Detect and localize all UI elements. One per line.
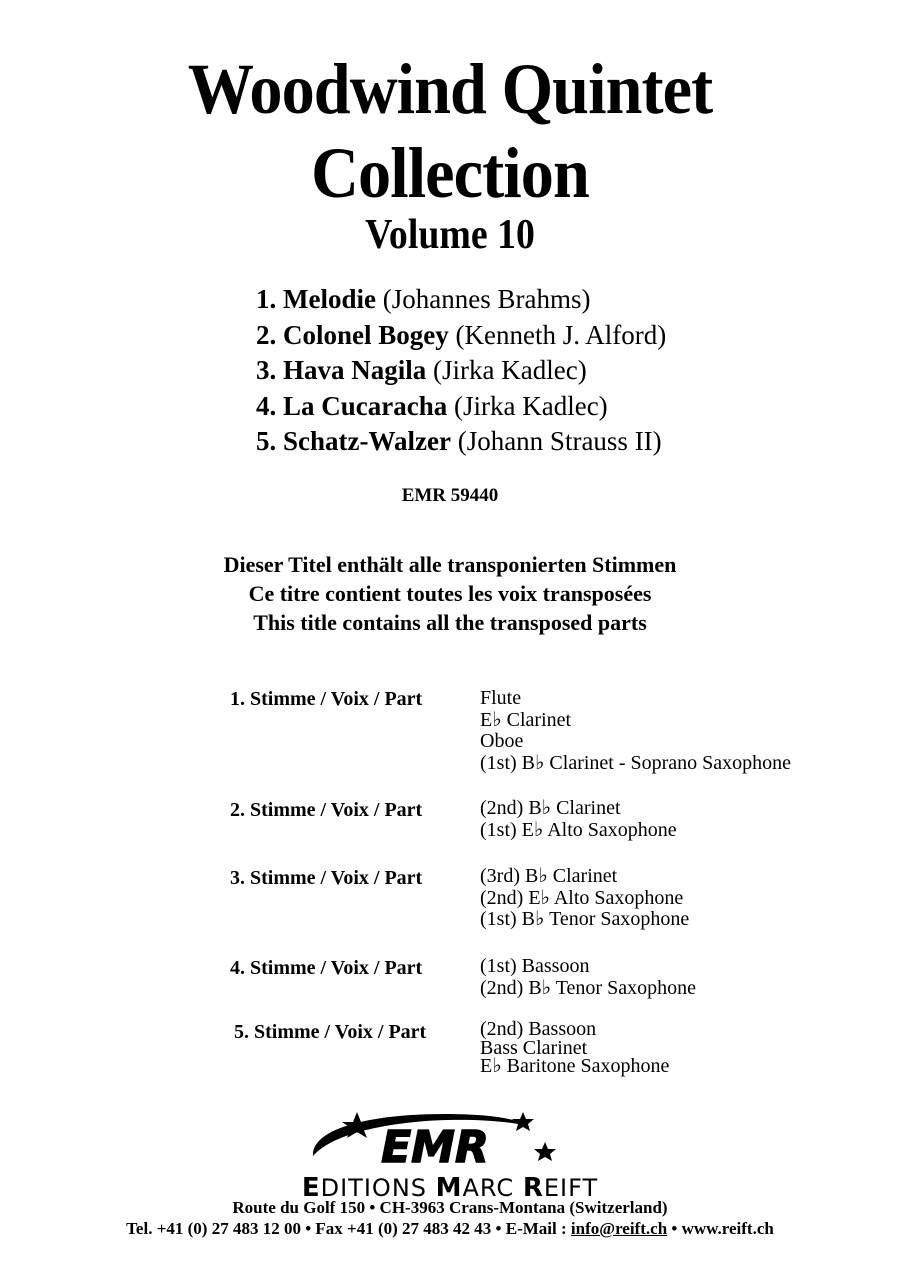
catalog-code: EMR 59440 [401, 485, 499, 506]
piece-title: 5. Schatz-Walzer [256, 426, 451, 456]
website-text: • www.reift.ch [667, 1219, 774, 1238]
piece-title: 3. Hava Nagila [256, 355, 427, 385]
publisher-word-1: DITIONS [320, 1174, 436, 1202]
star-icon [512, 1112, 534, 1131]
note-german: Dieser Titel enthält alle transponierten Stimmen [223, 552, 677, 577]
part-3-label: 3. Stimme / Voix / Part [230, 867, 423, 889]
title-line-2: Collection [311, 133, 589, 213]
publisher-initial-e: E [301, 1173, 321, 1203]
piece-title: 4. La Cucaracha [256, 390, 448, 421]
piece-item [256, 389, 896, 425]
publisher-word-3: EIFT [543, 1174, 599, 1202]
contact-phone-fax: Tel. +41 (0) 27 483 12 00 • Fax +41 (0) 27 483 42 43 • E-Mail : [126, 1219, 571, 1238]
instrument: E♭ Clarinet [480, 708, 572, 731]
note-english: This title contains all the transposed parts [253, 610, 647, 635]
instrument: (1st) B♭ Clarinet - Soprano Saxophone [480, 751, 792, 774]
part-2-instruments [480, 798, 880, 841]
volume-label: Volume 10 [365, 212, 535, 258]
publisher-contact [0, 1218, 900, 1240]
piece-item [256, 353, 896, 389]
piece-item [256, 424, 896, 460]
instrument: (2nd) B♭ Clarinet [480, 797, 621, 819]
email-link[interactable]: info@reift.ch [570, 1219, 668, 1238]
piece-composer: (Jirka Kadlec) [433, 355, 587, 385]
transposed-parts-note [0, 550, 900, 637]
piece-list [256, 282, 896, 460]
instrument: (2nd) Bassoon [480, 1018, 597, 1040]
instrument: (3rd) B♭ Clarinet [480, 865, 618, 887]
part-1-label: 1. Stimme / Voix / Part [230, 688, 423, 710]
instrument: (2nd) B♭ Tenor Saxophone [480, 976, 696, 999]
logo-text: EMR [381, 1122, 489, 1173]
part-2-label: 2. Stimme / Voix / Part [230, 799, 423, 821]
star-icon [534, 1142, 556, 1161]
instrument: Bass Clarinet [480, 1036, 588, 1059]
instrument: (1st) B♭ Tenor Saxophone [480, 908, 690, 930]
instrument: Oboe [480, 730, 524, 752]
piece-composer: (Kenneth J. Alford) [455, 319, 667, 350]
piece-item [256, 282, 896, 318]
publisher-address: Route du Golf 150 • CH-3963 Crans-Montana (Switzerland) [232, 1198, 668, 1217]
piece-composer: (Jirka Kadlec) [454, 390, 608, 421]
instrument: (1st) E♭ Alto Saxophone [480, 818, 677, 841]
piece-composer: (Johann Strauss II) [457, 426, 662, 456]
piece-title: 1. Melodie [256, 284, 376, 314]
part-1-instruments [480, 688, 880, 774]
title-line-1: Woodwind Quintet [187, 49, 713, 129]
instrument: (1st) Bassoon [480, 955, 590, 977]
part-5-instruments [480, 1020, 880, 1076]
piece-item [256, 318, 896, 354]
piece-title: 2. Colonel Bogey [256, 319, 449, 350]
part-3-instruments [480, 866, 880, 931]
part-4-instruments [480, 956, 880, 999]
note-french: Ce titre contient toutes les voix transposées [248, 581, 652, 606]
instrument: Flute [480, 687, 522, 709]
instrument: (2nd) E♭ Alto Saxophone [480, 886, 684, 909]
part-5-label: 5. Stimme / Voix / Part [234, 1021, 427, 1043]
piece-composer: (Johannes Brahms) [382, 284, 591, 314]
publisher-word-2: ARC [462, 1174, 523, 1202]
emr-logo [305, 1108, 565, 1178]
instrument: E♭ Baritone Saxophone [480, 1055, 670, 1077]
part-4-label: 4. Stimme / Voix / Part [230, 957, 423, 979]
publisher-initial-m: M [435, 1173, 463, 1203]
publisher-initial-r: R [522, 1173, 544, 1203]
